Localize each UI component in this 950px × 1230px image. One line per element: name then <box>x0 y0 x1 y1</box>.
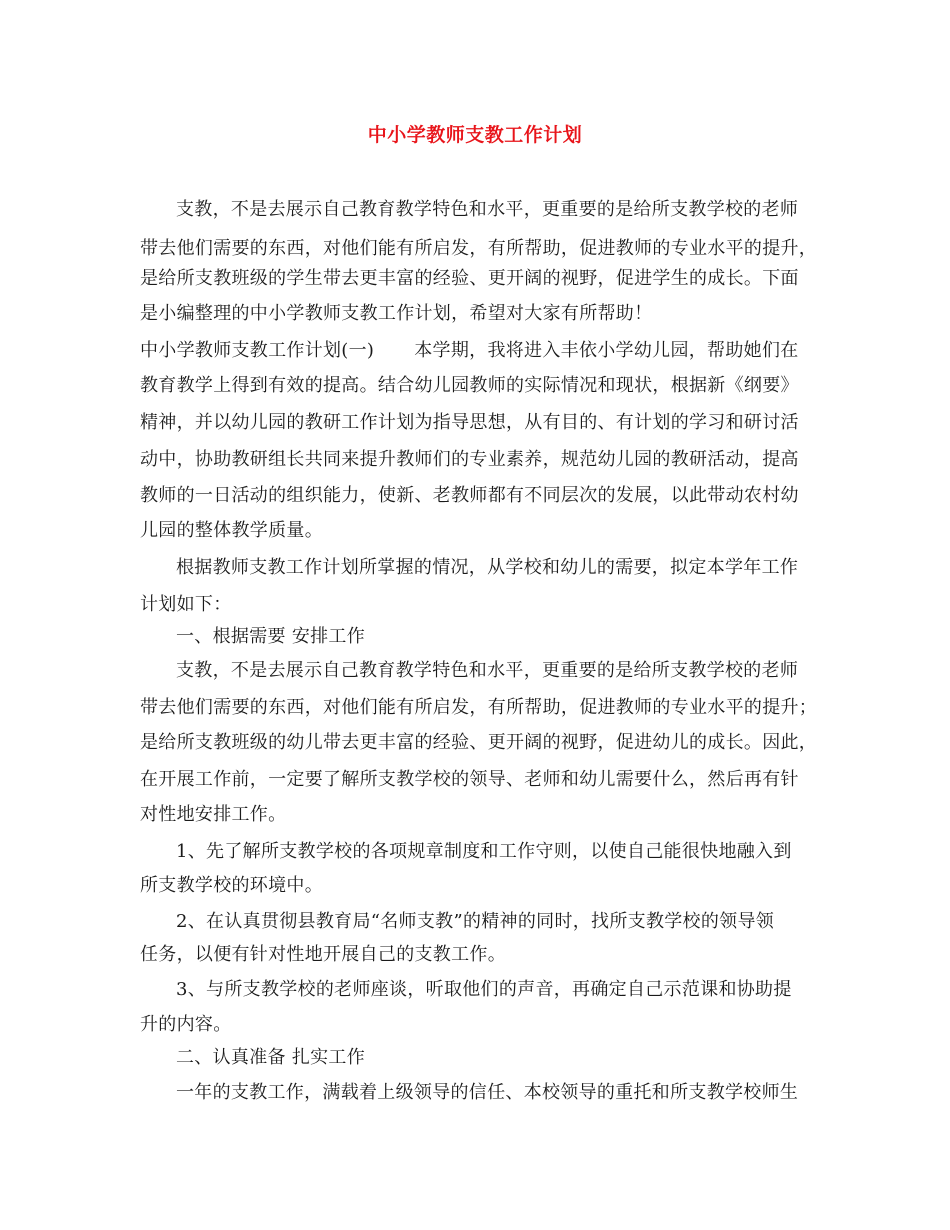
text-line: 升的内容。 <box>140 1014 232 1035</box>
text-line: 在开展工作前，一定要了解所支教学校的领导、老师和幼儿需要什么，然后再有针 <box>140 769 799 790</box>
text-line: 2、在认真贯彻县教育局“名师支教”的精神的同时，找所支教学校的领导领 <box>176 911 775 932</box>
text-line: 支教，不是去展示自己教育教学特色和水平，更重要的是给所支教学校的老师 <box>176 660 799 681</box>
text-line: 带去他们需要的东西，对他们能有所启发，有所帮助，促进教师的专业水平的提升； <box>140 697 818 718</box>
section-heading: 一、根据需要 安排工作 <box>176 626 366 647</box>
text-line <box>140 336 820 366</box>
text-line: 1、先了解所支教学校的各项规章制度和工作守则，以使自己能很快地融入到 <box>176 841 792 862</box>
text-run: 本学期，我将进入丰依小学幼儿园，帮助她们在 <box>414 340 799 361</box>
text-line: 任务，以便有针对性地开展自己的支教工作。 <box>140 944 506 965</box>
text-line: 是给所支教班级的幼儿带去更丰富的经验、更开阔的视野，促进幼儿的成长。因此， <box>140 732 818 753</box>
document-title: 中小学教师支教工作计划 <box>367 124 583 146</box>
text-line: 计划如下： <box>140 594 232 615</box>
text-line: 3、与所支教学校的老师座谈，听取他们的声音，再确定自己示范课和协助提 <box>176 979 792 1000</box>
text-line: 是小编整理的中小学教师支教工作计划，希望对大家有所帮助！ <box>140 303 653 324</box>
text-line: 精神，并以幼儿园的教研工作计划为指导思想，从有目的、有计划的学习和研讨活 <box>140 412 799 433</box>
text-line: 教师的一日活动的组织能力，使新、老教师都有不同层次的发展，以此带动农村幼 <box>140 485 799 506</box>
text-line: 儿园的整体教学质量。 <box>140 520 323 541</box>
text-line: 所支教学校的环境中。 <box>140 875 323 896</box>
text-line: 支教，不是去展示自己教育教学特色和水平，更重要的是给所支教学校的老师 <box>176 199 799 220</box>
section-heading: 中小学教师支教工作计划(一) <box>140 340 375 361</box>
section-heading: 二、认真准备 扎实工作 <box>176 1047 366 1068</box>
text-line: 根据教师支教工作计划所掌握的情况，从学校和幼儿的需要，拟定本学年工作 <box>176 557 799 578</box>
text-line: 一年的支教工作，满载着上级领导的信任、本校领导的重托和所支教学校师生 <box>176 1082 799 1103</box>
text-line: 是给所支教班级的学生带去更丰富的经验、更开阔的视野，促进学生的成长。下面 <box>140 268 799 289</box>
text-line: 教育教学上得到有效的提高。结合幼儿园教师的实际情况和现状，根据新《纲要》 <box>140 375 799 396</box>
text-line: 对性地安排工作。 <box>140 804 287 825</box>
text-line: 带去他们需要的东西，对他们能有所启发，有所帮助，促进教师的专业水平的提升， <box>140 238 818 259</box>
text-line: 动中，协助教研组长共同来提升教师们的专业素养，规范幼儿园的教研活动，提高 <box>140 449 799 470</box>
